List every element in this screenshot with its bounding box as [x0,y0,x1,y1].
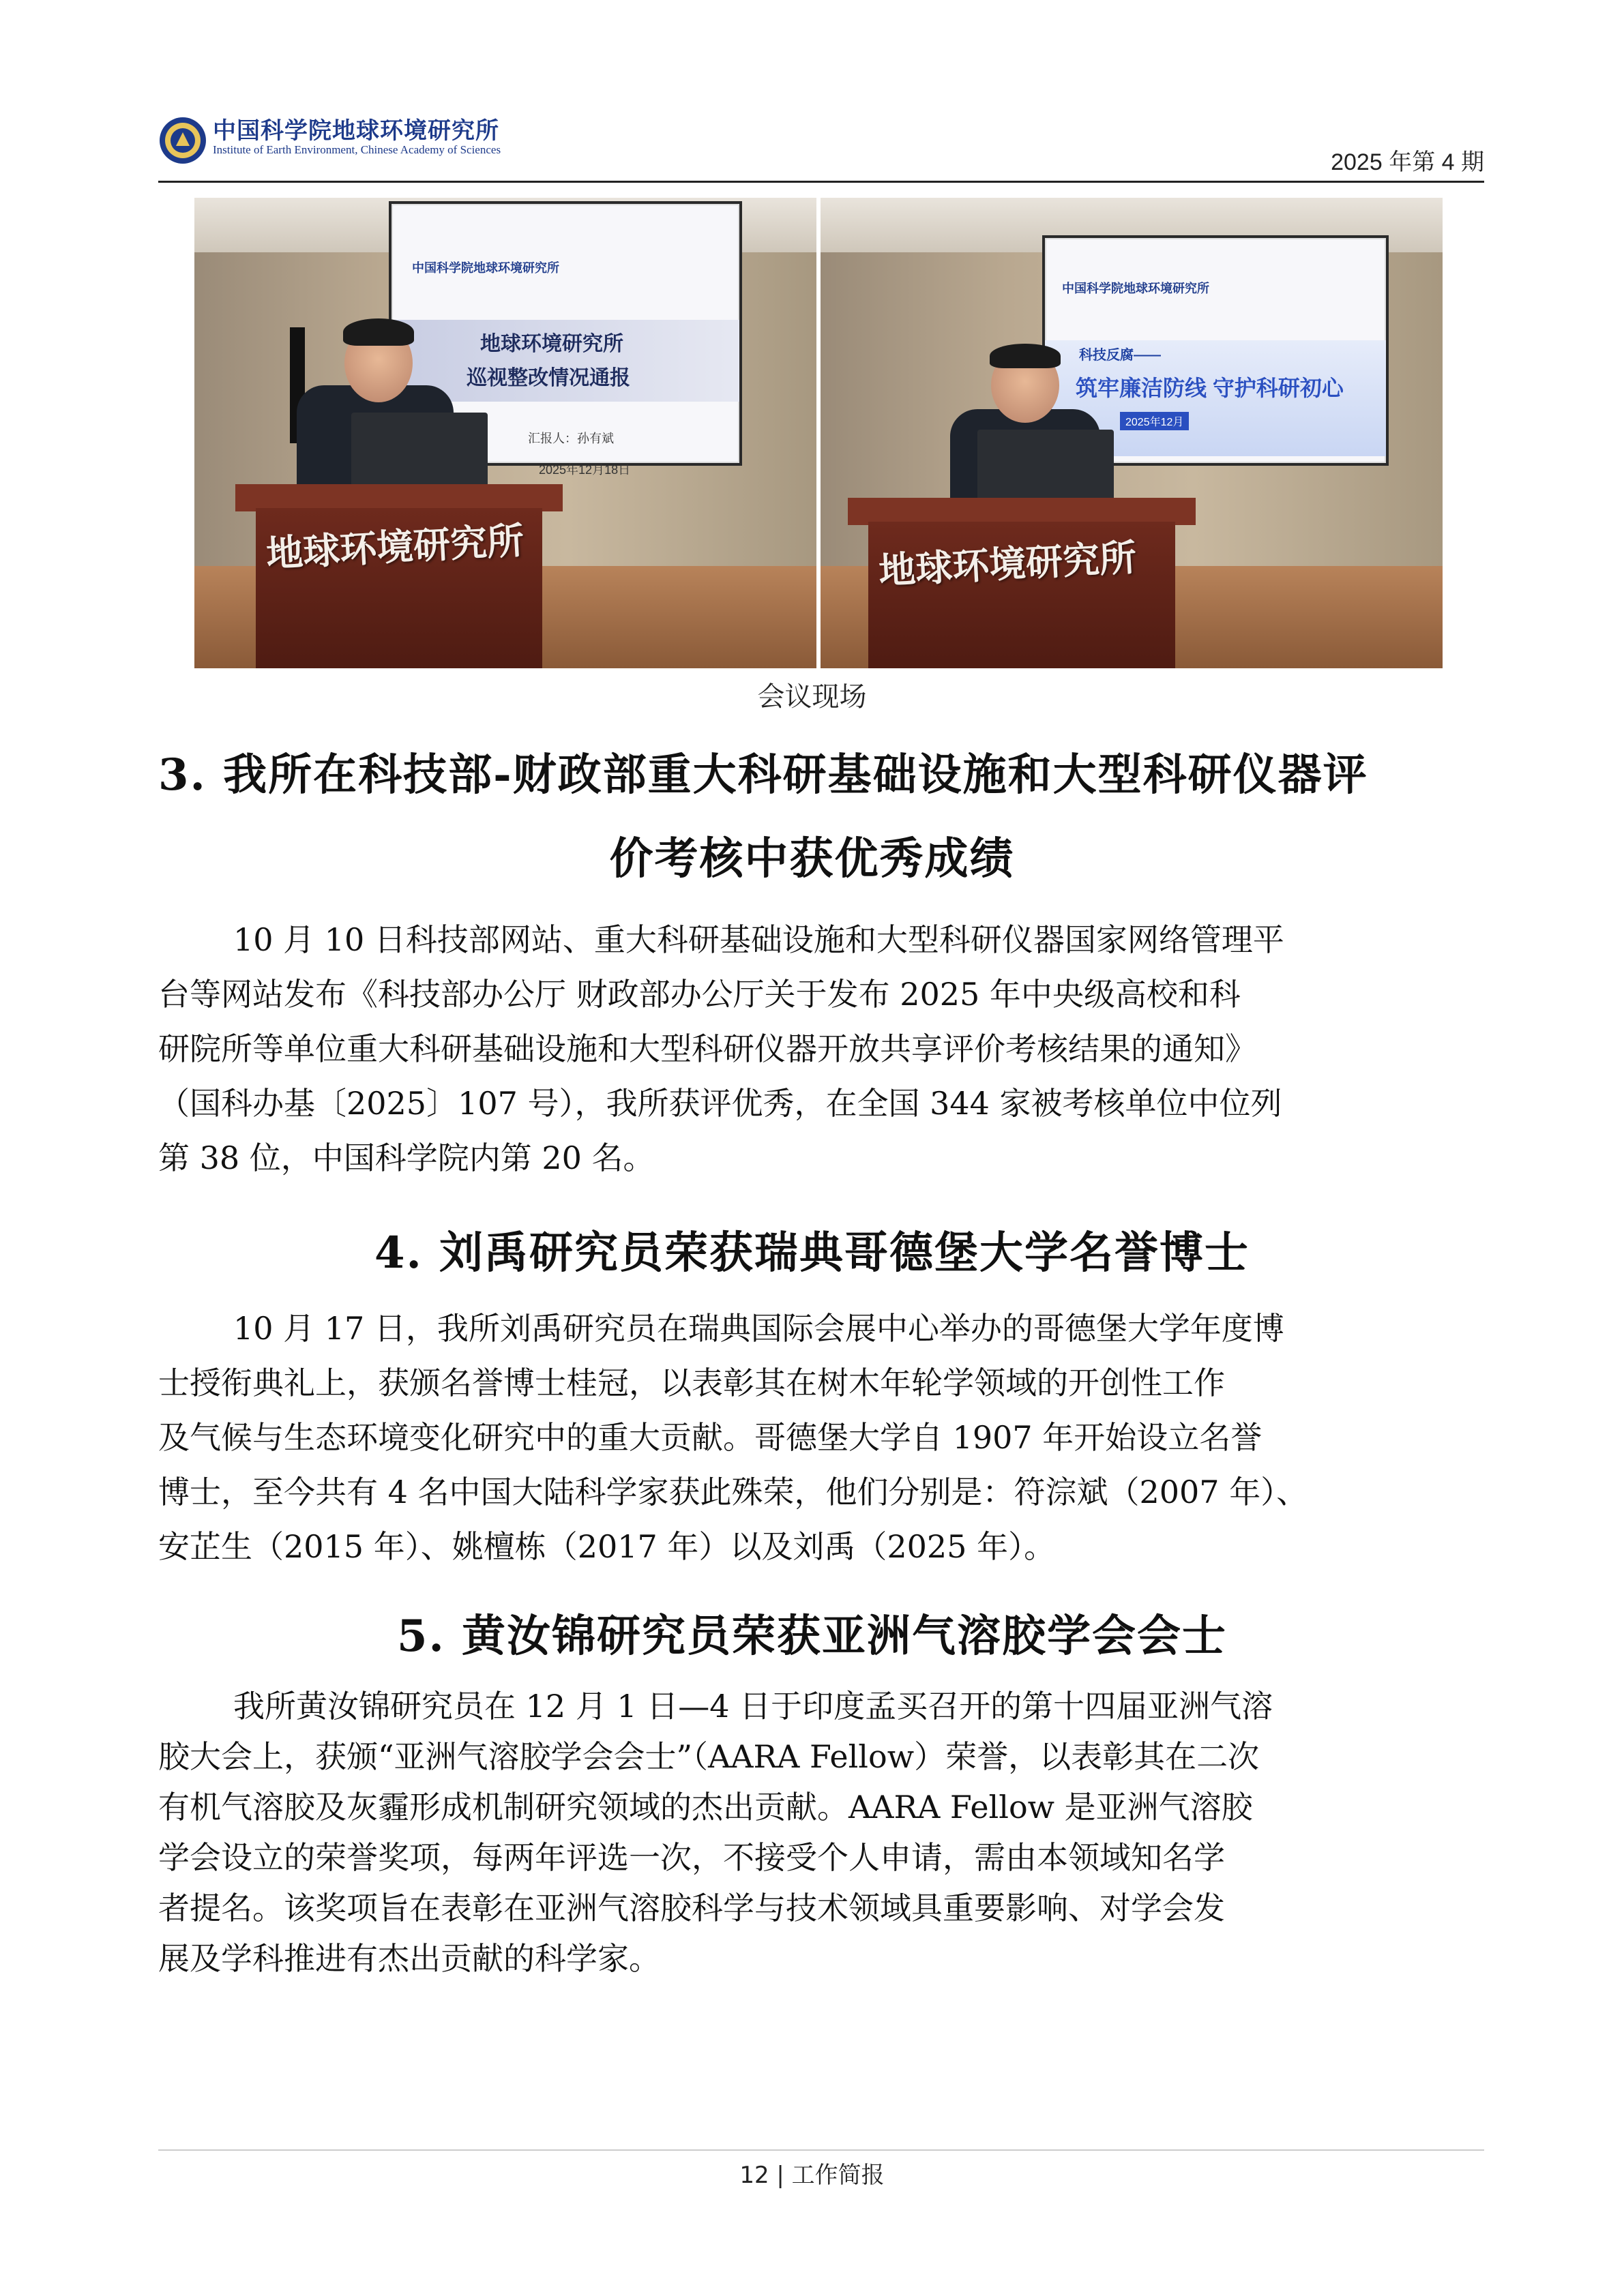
screen-reporter: 汇报人：孙有斌 [528,432,614,445]
laptop [977,430,1114,505]
body-line: 10 月 17 日，我所刘禹研究员在瑞典国际会展中心举办的哥德堡大学年度博 [233,1310,1284,1347]
body-line: 博士，至今共有 4 名中国大陆科学家获此殊荣，他们分别是：符淙斌（2007 年）、 [158,1474,1308,1510]
screen-date: 2025年12月 [1120,412,1189,430]
org-name-en: Institute of Earth Environment, Chinese Academy of Sciences [213,143,501,156]
body-line: 者提名。该奖项旨在表彰在亚洲气溶胶科学与技术领域具重要影响、对学会发 [158,1890,1225,1926]
page-footer: 12 | 工作简报 [739,2162,885,2189]
screen-logo: 中国科学院地球环境研究所 [1062,282,1209,295]
body-line: 士授衔典礼上，获颁名誉博士桂冠，以表彰其在树木年轮学领域的开创性工作 [158,1365,1225,1401]
body-line: 胶大会上，获颁“亚洲气溶胶学会会士”（AARA Fellow）荣誉，以表彰其在二次 [158,1738,1260,1775]
screen-subtitle: 科技反腐—— [1079,348,1161,363]
body-line: 研院所等单位重大科研基础设施和大型科研仪器开放共享评价考核结果的通知》 [158,1030,1256,1067]
body-line: 有机气溶胶及灰霾形成机制研究领域的杰出贡献。AARA Fellow 是亚洲气溶胶 [158,1789,1253,1825]
section-heading: 5. 黄汝锦研究员荣获亚洲气溶胶学会会士 [396,1611,1228,1662]
photo-caption: 会议现场 [757,681,867,713]
body-line: 展及学科推进有杰出贡献的科学家。 [158,1940,660,1977]
screen-title: 地球环境研究所 [480,333,623,355]
podium-text: 地球环境研究所 [877,537,1138,592]
podium-text: 地球环境研究所 [265,520,525,575]
screen-date: 2025年12月18日 [539,463,631,477]
body-line: 台等网站发布《科技部办公厅 财政部办公厅关于发布 2025 年中央级高校和科 [158,976,1241,1013]
section-body [158,912,1484,1185]
section-heading: 4. 刘禹研究员荣获瑞典哥德堡大学名誉博士 [374,1227,1250,1279]
body-line: 第 38 位，中国科学院内第 20 名。 [158,1139,655,1176]
section-heading: 3. 我所在科技部-财政部重大科研基础设施和大型科研仪器评 [158,749,1368,801]
section-body [158,1681,1484,1984]
photo-left [194,198,816,668]
screen-title: 筑牢廉洁防线 守护科研初心 [1076,376,1344,400]
body-line: 安芷生（2015 年）、姚檀栋（2017 年）以及刘禹（2025 年）。 [158,1528,1056,1565]
meeting-photos [194,198,1443,668]
footer-divider [158,2149,1484,2151]
body-line: 学会设立的荣誉奖项，每两年评选一次，不接受个人申请，需由本领域知名学 [158,1839,1225,1876]
issue-number: 2025 年第 4 期 [1331,149,1484,175]
org-name-cn: 中国科学院地球环境研究所 [213,119,499,144]
laptop [351,413,488,488]
screen-logo: 中国科学院地球环境研究所 [412,261,559,275]
section-body [158,1301,1484,1574]
section-heading-cont: 价考核中获优秀成绩 [609,833,1015,884]
body-line: 我所黄汝锦研究员在 12 月 1 日—4 日于印度孟买召开的第十四届亚洲气溶 [233,1688,1273,1725]
body-line: 及气候与生态环境变化研究中的重大贡献。哥德堡大学自 1907 年开始设立名誉 [158,1419,1263,1456]
header-divider [158,181,1484,183]
page-header [158,109,1484,184]
cas-logo-icon [158,116,207,165]
photo-right [821,198,1443,668]
screen-title: 巡视整改情况通报 [467,367,630,389]
body-line: 10 月 10 日科技部网站、重大科研基础设施和大型科研仪器国家网络管理平 [233,921,1284,958]
body-line: （国科办基〔2025〕107 号），我所获评优秀，在全国 344 家被考核单位中位列 [158,1085,1282,1122]
